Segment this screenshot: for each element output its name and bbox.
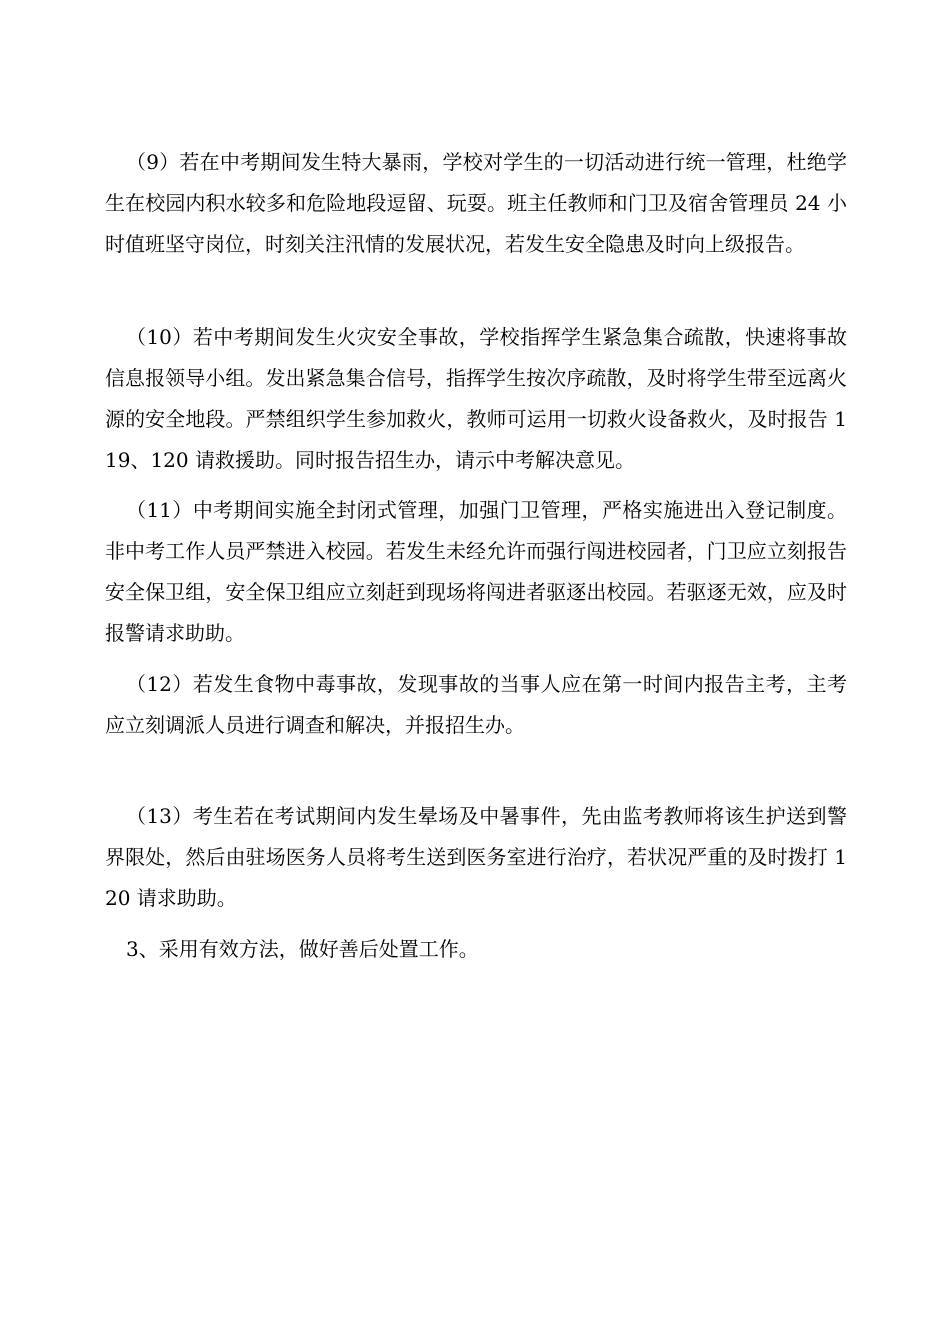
paragraph-12: （12）若发生食物中毒事故，发现事故的当事人应在第一时间内报告主考，主考应立刻调派人员进行调查和解决，并报招生办。 <box>105 672 847 737</box>
paragraph-13: （13）考生若在考试期间内发生晕场及中暑事件，先由监考教师将该生护送到警界限处，然后由驻场医务人员将考生送到医务室进行治疗，若状况严重的及时拨打 120 请求助助。 <box>105 804 847 910</box>
paragraph-9: （9）若在中考期间发生特大暴雨，学校对学生的一切活动进行统一管理，杜绝学生在校园内积水较多和危险地段逗留、玩耍。班主任教师和门卫及宿舍管理员 24 小时值班坚守岗位，时刻关注汛情的发展状况，若发生安全隐患及时向上级报告。 <box>105 150 847 256</box>
section-3-heading: 3、采用有效方法，做好善后处置工作。 <box>126 937 479 961</box>
paragraph-10: （10）若中考期间发生火灾安全事故，学校指挥学生紧急集合疏散，快速将事故信息报领导小组。发出紧急集合信号，指挥学生按次序疏散，及时将学生带至远离火源的安全地段。严禁组织学生参加救火，教师可运用一切救火设备救火，及时报告 119、120 请救援助。同时报告招生办，请示中考解决意见。 <box>105 325 847 472</box>
paragraph-11: （11）中考期间实施全封闭式管理，加强门卫管理，严格实施进出入登记制度。非中考工作人员严禁进入校园。若发生未经允许而强行闯进校园者，门卫应立刻报告安全保卫组，安全保卫组应立刻赶到现场将闯进者驱逐出校园。若驱逐无效，应及时报警请求助助。 <box>105 498 847 645</box>
